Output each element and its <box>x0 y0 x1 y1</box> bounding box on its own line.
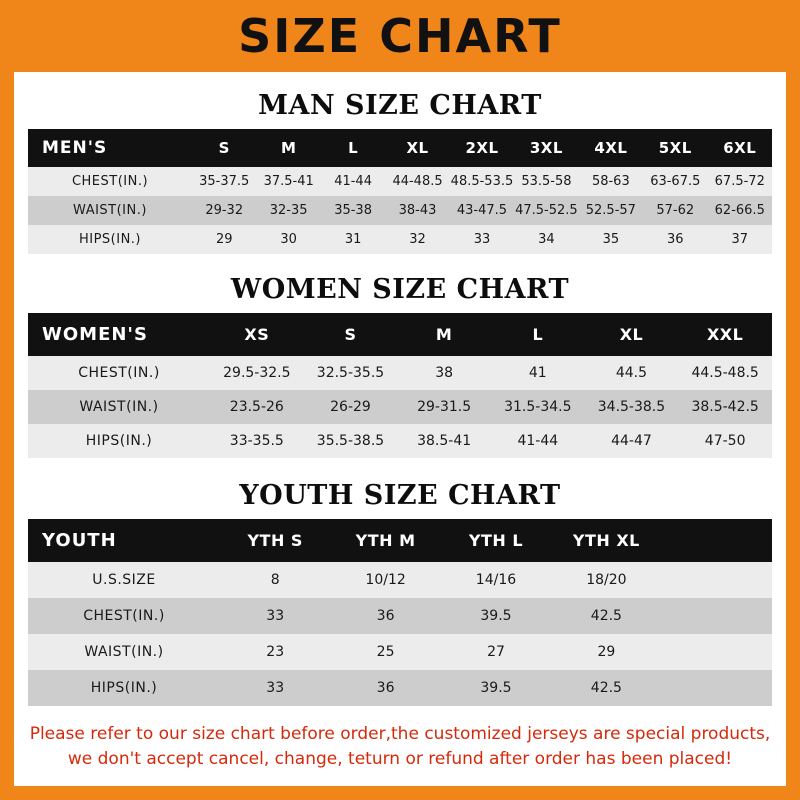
cell: 10/12 <box>365 572 406 588</box>
cell: 63-67.5 <box>650 174 701 189</box>
cell: 35.5-38.5 <box>316 433 385 449</box>
header-cell-rowlabel: MEN'S <box>42 138 108 158</box>
table-header-row <box>28 519 772 562</box>
cell: 31.5-34.5 <box>504 399 572 415</box>
row-label: WAIST(IN.) <box>84 644 164 660</box>
cell: 48.5-53.5 <box>450 174 514 189</box>
cell: 41 <box>528 365 547 381</box>
header-cell-rowlabel: WOMEN'S <box>42 324 148 345</box>
cell: 25 <box>376 644 395 660</box>
cell: 32.5-35.5 <box>316 365 385 381</box>
cell: 32 <box>409 232 426 247</box>
section-title-youth: YOUTH SIZE CHART <box>239 480 561 511</box>
cell: 44-48.5 <box>392 174 443 189</box>
header-cell-xs: XS <box>244 325 270 344</box>
header-cell-2xl: 2XL <box>465 139 499 157</box>
cell: 62-66.5 <box>714 203 765 218</box>
header-cell-spacer <box>662 519 772 562</box>
cell: 37 <box>731 232 749 247</box>
man-table-head <box>28 129 772 167</box>
cell: 33 <box>266 680 285 696</box>
youth-table-body <box>28 562 772 706</box>
cell: 14/16 <box>475 572 517 588</box>
cell: 29-31.5 <box>417 399 472 415</box>
header-cell-xxl: XXL <box>706 325 744 344</box>
section-title-women: WOMEN SIZE CHART <box>230 274 570 305</box>
cell: 67.5-72 <box>714 174 765 189</box>
cell: 34.5-38.5 <box>597 399 666 415</box>
header-cell-yth-m: YTH M <box>355 531 416 550</box>
content <box>14 90 786 771</box>
cell: 47.5-52.5 <box>515 203 578 218</box>
table-header-row <box>28 313 772 356</box>
cell: 35 <box>602 232 620 247</box>
header-cell-5xl: 5XL <box>658 139 692 157</box>
cell: 37.5-41 <box>263 174 314 189</box>
cell: 53.5-58 <box>521 174 572 189</box>
row-label: WAIST(IN.) <box>73 203 147 218</box>
cell: 33-35.5 <box>229 433 284 449</box>
cell-spacer <box>662 598 772 634</box>
cell: 44-47 <box>611 433 652 449</box>
header-cell-3xl: 3XL <box>529 139 563 157</box>
cell-spacer <box>662 670 772 706</box>
section-title-man: MAN SIZE CHART <box>258 90 542 121</box>
table-row <box>28 225 772 254</box>
page-title: SIZE CHART <box>238 9 562 63</box>
women-table-body <box>28 356 772 458</box>
cell: 29 <box>215 232 233 247</box>
cell: 35-37.5 <box>199 174 250 189</box>
cell: 38 <box>435 365 454 381</box>
row-label: U.S.SIZE <box>92 572 156 588</box>
header-cell-yth-l: YTH L <box>468 531 524 550</box>
table-row <box>28 424 772 458</box>
cell: 57-62 <box>656 203 695 218</box>
row-label: CHEST(IN.) <box>78 365 160 381</box>
table-row <box>28 196 772 225</box>
cell: 23.5-26 <box>229 399 284 415</box>
table-row <box>28 670 772 706</box>
cell: 47-50 <box>704 433 746 449</box>
row-label: CHEST(IN.) <box>71 174 149 189</box>
header-cell-m: M <box>435 325 453 344</box>
disclaimer-line-1: Please refer to our size chart before order,the customized jerseys are special products, <box>29 724 771 744</box>
header-cell-xl: XL <box>406 139 429 157</box>
row-label: HIPS(IN.) <box>85 433 153 449</box>
cell: 39.5 <box>480 608 512 624</box>
cell: 58-63 <box>591 174 630 189</box>
row-label: WAIST(IN.) <box>79 399 159 415</box>
table-header-row <box>28 129 772 167</box>
cell: 26-29 <box>330 399 371 415</box>
cell: 41-44 <box>334 174 372 189</box>
cell-spacer <box>662 562 772 598</box>
cell: 36 <box>376 608 395 624</box>
cell: 27 <box>487 644 505 660</box>
row-label: HIPS(IN.) <box>90 680 158 696</box>
cell: 52.5-57 <box>585 203 636 218</box>
cell: 42.5 <box>590 608 622 624</box>
cell: 44.5 <box>615 365 648 381</box>
cell: 29.5-32.5 <box>223 365 291 381</box>
row-label: HIPS(IN.) <box>78 232 142 247</box>
cell: 38-43 <box>398 203 437 218</box>
table-row <box>28 390 772 424</box>
cell: 18/20 <box>586 572 627 588</box>
table-row <box>28 356 772 390</box>
header-cell-yth-s: YTH S <box>247 531 303 550</box>
footer-bar <box>14 786 786 800</box>
cell: 29 <box>597 644 616 660</box>
cell: 8 <box>270 572 280 588</box>
women-size-table <box>28 313 772 458</box>
table-row <box>28 598 772 634</box>
cell: 33 <box>266 608 285 624</box>
banner <box>0 0 800 72</box>
cell: 39.5 <box>480 680 512 696</box>
cell-spacer <box>662 634 772 670</box>
cell: 33 <box>473 232 491 247</box>
cell: 32-35 <box>269 203 308 218</box>
header-cell-xl: XL <box>619 325 644 344</box>
header-cell-l: L <box>532 325 544 344</box>
header-cell-l: L <box>348 139 359 157</box>
table-row <box>28 167 772 196</box>
cell: 23 <box>266 644 285 660</box>
cell: 44.5-48.5 <box>691 365 759 381</box>
man-table-body <box>28 167 772 254</box>
cell: 43-47.5 <box>456 203 508 218</box>
table-row <box>28 634 772 670</box>
cell: 36 <box>376 680 395 696</box>
header-cell-m: M <box>280 139 297 157</box>
header-cell-s: S <box>344 325 357 344</box>
cell: 38.5-42.5 <box>691 399 759 415</box>
header-cell-4xl: 4XL <box>594 139 628 157</box>
header-cell-6xl: 6XL <box>723 139 757 157</box>
cell: 38.5-41 <box>417 433 472 449</box>
header-cell-yth-xl: YTH XL <box>572 531 640 550</box>
disclaimer-line-2: we don't accept cancel, change, teturn or refund after order has been placed! <box>67 748 733 769</box>
header-cell-rowlabel: YOUTH <box>42 530 117 551</box>
youth-size-table <box>28 519 772 706</box>
cell: 30 <box>280 232 297 247</box>
cell: 34 <box>538 232 555 247</box>
cell: 35-38 <box>334 203 372 218</box>
disclaimer-note <box>28 722 772 771</box>
cell: 42.5 <box>590 680 622 696</box>
cell: 36 <box>667 232 684 247</box>
women-table-head <box>28 313 772 356</box>
man-size-table <box>28 129 772 254</box>
header-cell-s: S <box>218 139 230 157</box>
table-row <box>28 562 772 598</box>
row-label: CHEST(IN.) <box>83 608 165 624</box>
cell: 29-32 <box>205 203 244 218</box>
cell: 31 <box>344 232 362 247</box>
youth-table-head <box>28 519 772 562</box>
cell: 41-44 <box>517 433 559 449</box>
